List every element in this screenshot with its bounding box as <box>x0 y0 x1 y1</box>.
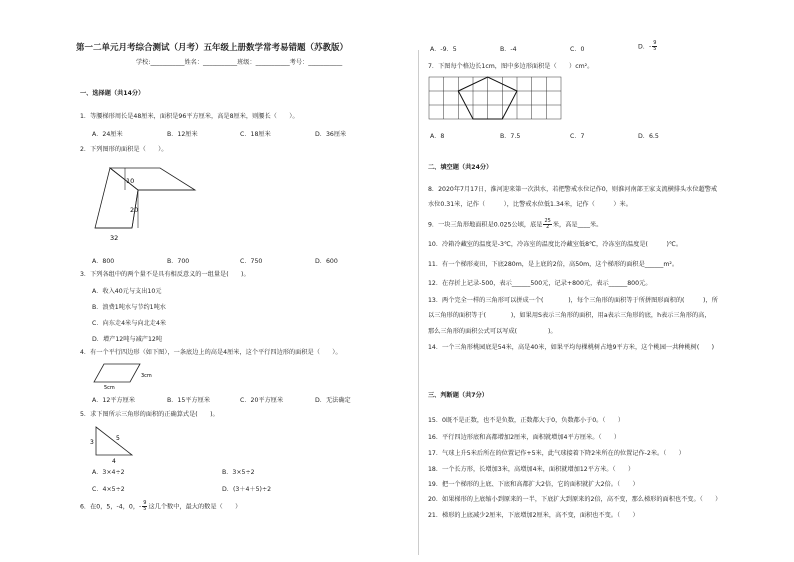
q3-option-d: D．增产12吨与减产12吨 <box>92 336 163 343</box>
q6-option-a: A．-9．5 <box>430 46 457 53</box>
question-12: 12．在存折上记录-500，表示______500元，记录+800元，表示______800元。 <box>428 280 652 287</box>
section-1-heading: 一、选择题（共14分） <box>80 90 145 97</box>
q5-triangle-figure <box>88 423 138 463</box>
q5-label-c: 4 <box>112 458 116 463</box>
section-2-heading: 二、填空题（共24分） <box>428 164 493 171</box>
question-13-line-2: 以三角形的面积等于( )，如果用S表示三角形的面积，用a表示三角形的底，h表示三角形的高， <box>428 312 711 319</box>
q5-label-a: 3 <box>90 439 94 446</box>
q2-option-b: B．700 <box>167 258 190 265</box>
question-2: 2．下列图形的面积是（ ）。 <box>80 146 168 153</box>
q5-option-c: C．4×5÷2 <box>92 486 125 493</box>
question-6: 6．在0，5，-4，0，- $\frac{9}{5}$ 这几个数中，最大的数是（ ） <box>80 500 242 512</box>
question-11: 11．有一个梯形麦田，下底280m，是上底的2倍，高50m，这个梯形的面积是______m²。 <box>428 261 679 268</box>
q4-option-b: B．15平方厘米 <box>167 397 211 404</box>
question-13-line-1: 13．两个完全一样的三角形可以拼成一个( )，每个三角形的面积等于所拼图形面积的( )，所 <box>428 297 718 304</box>
question-16: 16．平行四边形底和高都增加2厘米，面积就增加4平方厘米。（ ） <box>428 434 621 441</box>
question-17: 17．气球上升5米后所在的位置记作+5米，此气球接着下降2米所在的位置记作-2米。（ ） <box>428 450 685 457</box>
q3-option-a: A．收入40元与支出10元 <box>92 288 162 295</box>
page-title: 第一二单元月考综合测试（月考）五年级上册数学常考易错题（苏教版） <box>76 43 349 53</box>
q7-option-b: B．7.5 <box>500 133 521 140</box>
question-18: 18．一个长方形，长增加3米，高增加4米，面积就增加12平方米。（ ） <box>428 466 635 473</box>
student-info-line: 学校:___________姓名：___________班级：___________考号：___________ <box>136 59 343 66</box>
q1-option-a: A．24厘米 <box>92 131 123 138</box>
q6-option-b: B．-4 <box>500 46 517 53</box>
section-3-heading: 三、判断题（共7分） <box>428 392 488 399</box>
q7-grid-figure <box>428 76 564 122</box>
question-5: 5．求下图所示三角形的面积的正确算式是( )。 <box>80 411 219 418</box>
q7-option-c: C．7 <box>570 133 585 140</box>
q4-option-c: C．20平方厘米 <box>240 397 284 404</box>
question-8-line-2: 水位0.31米，记作（ ），比警戒水位低1.34米，记作（ ）米。 <box>428 201 632 208</box>
q2-triangle-top <box>110 168 195 190</box>
q5-option-a: A．3×4÷2 <box>92 469 125 476</box>
q7-option-a: A．8 <box>430 133 445 140</box>
q6-option-c: C．0 <box>570 46 585 53</box>
question-21: 21．梯形的上底减少2厘米，下底增加2厘米，高不变，面积也不变。（ ） <box>428 512 639 519</box>
q4-parallelogram-figure <box>90 360 160 390</box>
question-13-line-3: 那么三角形的面积公式可以写成( )。 <box>428 328 557 335</box>
q7-option-d: D．6.5 <box>638 133 659 140</box>
q4-option-a: A．12平方厘米 <box>92 397 136 404</box>
q5-label-b: 5 <box>116 435 120 442</box>
q2-trapezoid-figure <box>90 160 200 245</box>
column-separator <box>418 50 419 555</box>
q6-option-d: D．- $\frac{9}{5}$ <box>638 40 657 52</box>
question-3: 3．下列各组中的两个量不是具有相反意义的一组量是( )。 <box>80 271 250 278</box>
q2-option-c: C．750 <box>240 258 263 265</box>
q2-option-a: A．800 <box>92 258 115 265</box>
q4-label-base: 5cm <box>104 385 115 390</box>
q2-option-d: D．600 <box>315 258 338 265</box>
question-10: 10．冷箱冷藏室的温度是-3℃，冷冻室的温度比冷藏室低8℃，冷冻室的温度是( )℃。 <box>428 241 683 248</box>
question-19: 19．把一个梯形的上底、下底和高都扩大2倍，它的面积就扩大2倍。（ ） <box>428 481 639 488</box>
question-4: 4．有一个平行四边形（如下图），一条底边上的高是4厘米，这个平行四边形的面积是（ ）。 <box>80 349 342 356</box>
q5-option-b: B．3×5÷2 <box>222 469 255 476</box>
question-20: 20．如果梯形的上底缩小到原来的一半，下底扩大到原来的2倍，高不变，那么梯形的面积也不变。（ ） <box>428 496 722 503</box>
q2-label-h2: 20 <box>130 206 139 214</box>
question-14: 14．一个三角形桃园底是54米，高是40米，如果平均每棵桃树占地9平方米，这个桃园一共种桃树( ) <box>428 344 715 351</box>
q4-label-side: 3cm <box>141 373 152 379</box>
q5-option-d: D．(3＋4＋5)÷2 <box>222 486 272 493</box>
q7-grid-lines <box>429 77 561 119</box>
q1-option-d: D．36厘米 <box>315 131 347 138</box>
question-1: 1．等腰梯形周长是48厘米，面积是96平方厘米，高是8厘米，则腰长（ ）。 <box>80 113 299 120</box>
q1-option-c: C．18厘米 <box>240 131 271 138</box>
q4-option-d: D．无法确定 <box>315 397 351 404</box>
question-15: 15．0既不是正数，也不是负数，正数都大于0，负数都小于0。（ ） <box>428 417 625 424</box>
q3-option-c: C．向东走4米与向北走4米 <box>92 320 167 327</box>
q2-label-h1: 10 <box>126 177 135 185</box>
question-7: 7．下图每个格边长1cm，图中多边形面积是（ ）cm²。 <box>428 63 594 70</box>
q6-fraction: $\frac{9}{5}$ <box>143 500 147 512</box>
q3-option-b: B．浪费1吨水与节约1吨水 <box>92 304 166 311</box>
q1-option-b: B．12厘米 <box>167 131 198 138</box>
question-9: 9．一块三角形地面积是0.025公顷，底是 $\frac{25}{2}$ 米，高是____米。 <box>428 218 603 230</box>
q2-label-base: 32 <box>110 234 119 242</box>
question-8-line-1: 8．2020年7月17日，淮河迎来第一次洪水，若把警戒水位记作0，则淮河南部王家支流横排头水位超警戒 <box>428 186 718 193</box>
